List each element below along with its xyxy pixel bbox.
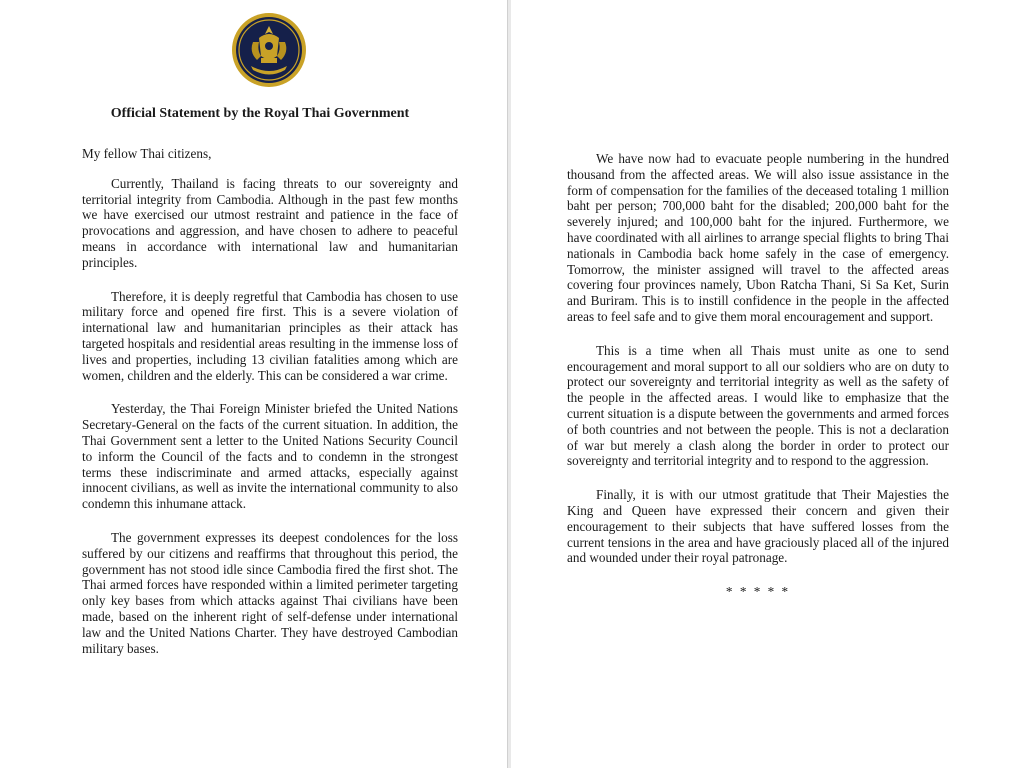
paragraph-threats: Currently, Thailand is facing threats to our sovereignty and territorial integrity from Cambodia. Although in the past few months we have exercised our utmost restraint and patience in the face of provocations and aggression, and have chosen to adhere to peaceful means in accordance with international law and humanitarian principles.	[82, 175, 458, 270]
page-right	[511, 0, 1018, 768]
paragraph-un-briefing: Yesterday, the Thai Foreign Minister briefed the United Nations Secretary-General on the facts of the current situation. In addition, the Thai Government sent a letter to the United Nations Security Council to inform the Council of the facts and to condemn in the strongest terms these indiscriminate and armed attacks, especially against innocent civilians, as well as invite the international community to also condemn this inhumane attack.	[82, 401, 458, 512]
royal-emblem-icon	[231, 12, 307, 88]
paragraph-evacuation: We have now had to evacuate people numbering in the hundred thousand from the affected areas. We will also issue assistance in the form of compensation for the families of the deceased totaling 1 million baht per person; 700,000 baht for the disabled; 200,000 baht for the severely injured; and 100,000 baht for the injured. Furthermore, we have coordinated with all airlines to arrange special flights to bring Thai nationals in Cambodia back home safely in the case of emergency. Tomorrow, the minister assigned will travel to the affected areas covering four provinces namely, Ubon Ratcha Thani, Si Sa Ket, Surin and Buriram. This is to instill confidence in the people in the affected areas to feel safe and to give them moral encouragement and support.	[567, 151, 949, 324]
salutation: My fellow Thai citizens,	[82, 146, 212, 161]
right-column	[567, 151, 949, 618]
paragraph-royal-gratitude: Finally, it is with our utmost gratitude that Their Majesties the King and Queen have expressed their concern and given their encouragement to their subjects that have suffered losses from the current tensions in the area and have graciously placed all of the injured and wounded under their royal patronage.	[567, 487, 949, 566]
paragraph-regret: Therefore, it is deeply regretful that Cambodia has chosen to use military force and opened fire first. This is a severe violation of international law and humanitarian principles as their attack has targeted hospitals and residential areas resulting in the immense loss of lives and properties, including 13 civilian fatalities among which are women, children and the elderly. This can be considered a war crime.	[82, 288, 458, 383]
paragraph-condolences: The government expresses its deepest condolences for the loss suffered by our citizens and reaffirms that throughout this period, the government has not stood idle since Cambodia fired the first shot. The Thai armed forces have responded within a limited perimeter targeting only key bases from which attacks against Thai civilians have been made, based on the inherent right of self-defense under international law and the United Nations Charter. They have destroyed Cambodian military bases.	[82, 529, 458, 656]
end-mark: * * * * *	[725, 584, 791, 600]
document-title: Official Statement by the Royal Thai Government	[110, 106, 410, 121]
page-left	[0, 0, 508, 768]
paragraph-unity: This is a time when all Thais must unite as one to send encouragement and moral support to all our soldiers who are on duty to protect our sovereignty and territorial integrity as well as the safety of the people in the affected areas. I would like to emphasize that the current situation is a dispute between the governments and armed forces of both countries and not between the people. This is not a declaration of war but merely a clash along the border in order to protect our sovereignty and territorial integrity and to respond to the aggression.	[567, 342, 949, 469]
left-column	[82, 146, 458, 674]
